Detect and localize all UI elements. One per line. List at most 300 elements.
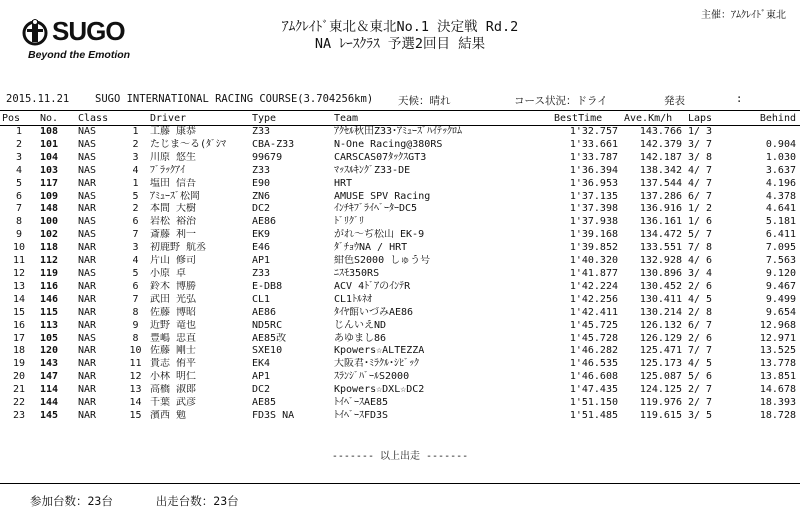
cell-class: NAR <box>78 280 97 292</box>
header-class-pos <box>123 111 148 126</box>
cell-ave-speed: 124.125 <box>639 384 682 396</box>
cell-driver: 鈴木 博勝 <box>150 280 197 292</box>
cell-laps: 4/ 7 <box>688 177 713 189</box>
cell-no: 145 <box>40 409 59 421</box>
cell-class: NAR <box>78 293 97 305</box>
cell-ave-speed: 125.173 <box>639 358 682 370</box>
cell-ave-speed: 130.896 <box>639 267 682 279</box>
cell-laps: 1/ 3 <box>688 126 713 137</box>
cell-ave-speed: 132.928 <box>639 255 682 267</box>
cell-class-pos: 2 <box>132 138 139 150</box>
cell-pos: 16 <box>12 319 26 331</box>
table-row <box>0 242 800 255</box>
cell-ave-speed: 136.161 <box>639 216 682 228</box>
cell-behind: 9.120 <box>765 267 796 279</box>
cell-laps: 6/ 7 <box>688 190 713 202</box>
cell-class-pos: 5 <box>132 190 139 202</box>
cell-laps: 5/ 6 <box>688 371 713 383</box>
cell-best-time: 1'41.877 <box>569 267 618 279</box>
cell-class-pos: 1 <box>132 177 139 189</box>
race-date: 2015.11.21 <box>6 93 70 105</box>
table-row <box>0 152 800 165</box>
cell-team: N-One Racing@380RS <box>334 138 443 150</box>
cell-driver: 本間 大樹 <box>150 203 197 215</box>
cell-driver: 初鹿野 航丞 <box>150 242 207 254</box>
cell-pos: 10 <box>12 242 26 254</box>
cell-driver: ﾌﾞﾗｯｸｱｲ <box>150 164 185 176</box>
cell-best-time: 1'37.135 <box>569 190 618 202</box>
cell-behind: 13.778 <box>759 358 796 370</box>
cell-laps: 2/ 6 <box>688 332 713 344</box>
cell-best-time: 1'39.852 <box>569 242 618 254</box>
cell-type: Z33 <box>252 164 271 176</box>
cell-driver: 豊嶋 忠直 <box>150 332 197 344</box>
cell-pos: 2 <box>15 138 23 150</box>
cell-pos: 1 <box>15 126 23 137</box>
footer-summary <box>30 493 275 509</box>
cell-no: 102 <box>40 229 59 241</box>
cell-laps: 4/ 7 <box>688 164 713 176</box>
table-row <box>0 384 800 397</box>
cell-no: 147 <box>40 371 59 383</box>
table-row <box>0 229 800 242</box>
cell-no: 116 <box>40 280 59 292</box>
cell-laps: 4/ 5 <box>688 358 713 370</box>
cell-class: NAR <box>78 177 97 189</box>
cell-no: 103 <box>40 164 59 176</box>
cell-team: CARSCAS07ﾀｯｸｽGT3 <box>334 151 427 163</box>
cell-class: NAR <box>78 203 97 215</box>
cell-no: 115 <box>40 306 59 318</box>
starters-count: 出走台数：23台 <box>155 494 239 508</box>
cell-laps: 3/ 5 <box>688 409 713 421</box>
cell-behind <box>746 126 800 139</box>
cell-laps: 4/ 5 <box>688 293 713 305</box>
cell-ave-speed: 125.087 <box>639 371 682 383</box>
cell-pos: 19 <box>12 358 26 370</box>
table-row <box>0 307 800 320</box>
cell-team: ﾄｲﾍﾞｰｽAE85 <box>334 397 389 409</box>
cell-pos: 3 <box>15 151 23 163</box>
cell-type: 99679 <box>252 151 283 163</box>
cell-best-time: 1'46.608 <box>569 371 618 383</box>
cell-class-pos: 4 <box>132 164 139 176</box>
table-row <box>0 255 800 268</box>
cell-team: あゆまし86 <box>334 332 387 344</box>
cell-class: NAS <box>78 267 97 279</box>
cell-driver: 高橋 淑郎 <box>150 384 197 396</box>
closing-marker: ------- 以上出走 ------- <box>331 451 469 462</box>
cell-best-time: 1'42.224 <box>569 280 618 292</box>
table-row <box>0 165 800 178</box>
cell-behind: 18.393 <box>759 397 796 409</box>
cell-laps: 7/ 8 <box>688 242 713 254</box>
cell-driver: 小原 卓 <box>150 267 187 279</box>
cell-laps: 6/ 7 <box>688 319 713 331</box>
cell-team: ﾀﾞﾁｮｳNA / HRT <box>334 242 408 254</box>
table-row <box>0 358 800 371</box>
cell-no: 113 <box>40 319 59 331</box>
cell-class: NAR <box>78 319 97 331</box>
cell-driver: 斎藤 利一 <box>150 229 197 241</box>
table-row <box>0 320 800 333</box>
cell-driver: 濱西 勉 <box>150 409 187 421</box>
cell-ave-speed: 142.379 <box>639 138 682 150</box>
cell-best-time: 1'47.435 <box>569 384 618 396</box>
cell-ave-speed: 130.214 <box>639 306 682 318</box>
table-row <box>0 178 800 191</box>
cell-pos: 22 <box>12 397 26 409</box>
table-row <box>0 281 800 294</box>
announcement-label: 発表 <box>664 95 685 107</box>
cell-class-pos: 15 <box>129 409 142 421</box>
cell-best-time: 1'51.485 <box>569 409 618 421</box>
cell-class-pos: 11 <box>129 358 142 370</box>
cell-class-pos: 3 <box>132 151 139 163</box>
logo-wordmark: SUGO <box>52 16 125 46</box>
table-row <box>0 410 800 423</box>
cell-class: NAR <box>78 384 97 396</box>
cell-no: 144 <box>40 397 59 409</box>
cell-class: NAS <box>78 332 97 344</box>
cell-best-time: 1'36.394 <box>569 164 618 176</box>
cell-class: NAR <box>78 345 97 357</box>
cell-driver: たじま～る(ﾀﾞｼﾏ <box>150 138 227 150</box>
cell-class-pos: 6 <box>132 280 139 292</box>
table-row <box>0 139 800 152</box>
cell-class-pos: 14 <box>129 397 142 409</box>
cell-best-time: 1'37.398 <box>569 203 618 215</box>
announcement-time: : <box>736 93 743 105</box>
header-driver: Driver <box>148 111 250 126</box>
logo-tagline: Beyond the Emotion <box>28 49 131 61</box>
cell-driver: 片山 修司 <box>150 255 197 267</box>
cell-type: E46 <box>252 242 271 254</box>
cell-no: 143 <box>40 358 59 370</box>
cell-no: 109 <box>40 190 59 202</box>
cell-team: ACV 4ﾄﾞｱのｲﾝﾃR <box>334 280 411 292</box>
cell-laps: 4/ 6 <box>688 255 713 267</box>
race-info-bar <box>0 93 800 107</box>
weather: 天候：晴れ <box>398 95 451 107</box>
cell-class: NAS <box>78 126 97 137</box>
cell-type: AP1 <box>252 255 271 267</box>
table-row <box>0 268 800 281</box>
cell-team: ﾄﾞﾘｸﾞﾘ <box>334 216 364 228</box>
cell-best-time: 1'33.661 <box>569 138 618 150</box>
cell-driver: 塩田 信吾 <box>150 177 197 189</box>
cell-ave-speed: 130.411 <box>639 293 682 305</box>
cell-team: CL1ﾄﾙﾈｵ <box>334 293 373 305</box>
cell-driver: 岩松 裕治 <box>150 216 197 228</box>
cell-driver: 川原 悠生 <box>150 151 197 163</box>
cell-driver: 武田 光弘 <box>150 293 197 305</box>
cell-driver: 近野 竜也 <box>150 319 197 331</box>
cell-behind: 5.181 <box>765 216 796 228</box>
cell-no: 100 <box>40 216 59 228</box>
cell-ave-speed: 137.544 <box>639 177 682 189</box>
cell-ave-speed: 143.766 <box>639 126 682 137</box>
cell-team: ﾀｲﾔ館いづみAE86 <box>334 306 414 318</box>
cell-behind: 12.968 <box>759 319 796 331</box>
cell-laps: 7/ 7 <box>688 345 713 357</box>
cell-class: NAR <box>78 371 97 383</box>
cell-type: AE86 <box>252 306 277 318</box>
cell-no: 119 <box>40 267 59 279</box>
cell-driver: 小林 明仁 <box>150 371 197 383</box>
cell-behind: 4.196 <box>765 177 796 189</box>
cell-pos: 11 <box>12 255 26 267</box>
cell-pos: 6 <box>15 190 23 202</box>
cell-ave-speed: 138.342 <box>639 164 682 176</box>
cell-behind: 9.499 <box>765 293 796 305</box>
cell-pos: 9 <box>15 229 23 241</box>
cell-no: 104 <box>40 151 59 163</box>
cell-pos: 18 <box>12 345 26 357</box>
cell-best-time: 1'42.256 <box>569 293 618 305</box>
cell-team: ﾏｯｽﾙｷﾝｸﾞZ33-DE <box>334 164 411 176</box>
cell-no: 101 <box>40 138 59 150</box>
cell-pos: 17 <box>12 332 26 344</box>
cell-driver: 佐藤 剛士 <box>150 345 197 357</box>
cell-ave-speed: 142.187 <box>639 151 682 163</box>
cell-behind: 18.728 <box>759 409 796 421</box>
header-ave-speed: Ave.Km/h <box>622 111 686 126</box>
cell-best-time: 1'46.535 <box>569 358 618 370</box>
cell-laps: 2/ 7 <box>688 397 713 409</box>
header-pos: Pos <box>0 111 38 126</box>
cell-laps: 2/ 8 <box>688 306 713 318</box>
cell-behind: 6.411 <box>765 229 796 241</box>
cell-type: SXE10 <box>252 345 283 357</box>
cell-class: NAR <box>78 397 97 409</box>
footer-divider <box>0 483 800 484</box>
cell-ave-speed: 125.471 <box>639 345 682 357</box>
header-laps: Laps <box>686 111 746 126</box>
cell-behind: 3.637 <box>765 164 796 176</box>
cell-type: EK4 <box>252 358 271 370</box>
cell-class: NAS <box>78 216 97 228</box>
cell-pos: 23 <box>12 409 26 421</box>
cell-pos: 21 <box>12 384 26 396</box>
cell-behind: 4.378 <box>765 190 796 202</box>
cell-type: ND5RC <box>252 319 283 331</box>
cell-no: 118 <box>40 242 59 254</box>
cell-class: NAS <box>78 229 97 241</box>
cell-type: CL1 <box>252 293 271 305</box>
cell-class: NAR <box>78 255 97 267</box>
cell-type: E90 <box>252 177 271 189</box>
cell-ave-speed: 126.132 <box>639 319 682 331</box>
cell-pos: 7 <box>15 203 23 215</box>
cell-behind: 14.678 <box>759 384 796 396</box>
course-name: SUGO INTERNATIONAL RACING COURSE(3.704256km) <box>95 93 374 105</box>
cell-behind: 7.095 <box>765 242 796 254</box>
header-class: Class <box>76 111 123 126</box>
cell-behind: 13.851 <box>759 371 796 383</box>
cell-type: CBA-Z33 <box>252 138 295 150</box>
table-row <box>0 371 800 384</box>
entries-count: 参加台数：23台 <box>30 494 113 508</box>
cell-type: E-DB8 <box>252 280 283 292</box>
cell-pos: 4 <box>15 164 23 176</box>
cell-ave-speed: 126.129 <box>639 332 682 344</box>
title-line-2: NA ﾚｰｽｸﾗｽ 予選2回目 結果 <box>314 36 486 52</box>
cell-laps: 3/ 4 <box>688 267 713 279</box>
cell-class: NAR <box>78 242 97 254</box>
cell-team: 大阪君･ﾐﾗｸﾙ･ｼﾋﾞｯｸ <box>334 358 419 370</box>
cell-class-pos: 9 <box>132 319 139 331</box>
cell-type: AE86 <box>252 216 277 228</box>
cell-team: AMUSE SPV Racing <box>334 190 431 202</box>
cell-ave-speed: 119.976 <box>639 397 682 409</box>
cell-pos: 15 <box>12 306 26 318</box>
cell-best-time: 1'32.757 <box>569 126 618 137</box>
cell-laps: 2/ 7 <box>688 384 713 396</box>
table-row <box>0 397 800 410</box>
cell-class-pos: 5 <box>132 267 139 279</box>
cell-class: NAR <box>78 358 97 370</box>
cell-class-pos: 3 <box>132 242 139 254</box>
cell-laps: 1/ 6 <box>688 216 713 228</box>
cell-behind: 1.030 <box>765 151 796 163</box>
cell-class: NAR <box>78 306 97 318</box>
cell-best-time: 1'42.411 <box>569 306 618 318</box>
cell-no: 117 <box>40 177 59 189</box>
cell-team: HRT <box>334 177 353 189</box>
cell-ave-speed: 136.916 <box>639 203 682 215</box>
table-row <box>0 294 800 307</box>
cell-best-time: 1'45.728 <box>569 332 618 344</box>
header-type: Type <box>250 111 332 126</box>
cell-behind: 7.563 <box>765 255 796 267</box>
table-row <box>0 333 800 346</box>
cell-class: NAS <box>78 164 97 176</box>
cell-pos: 13 <box>12 280 26 292</box>
page-title <box>0 19 800 53</box>
cell-type: DC2 <box>252 384 271 396</box>
cell-team: ﾄｲﾍﾞｰｽFD3S <box>334 409 389 421</box>
cell-type: AP1 <box>252 371 271 383</box>
cell-no: 105 <box>40 332 59 344</box>
cell-type: FD3S NA <box>252 409 295 421</box>
cell-laps: 1/ 2 <box>688 203 713 215</box>
cell-no: 148 <box>40 203 59 215</box>
cell-best-time: 1'46.282 <box>569 345 618 357</box>
cell-class-pos: 8 <box>132 306 139 318</box>
header-best-time: BestTime <box>552 111 622 126</box>
header-no: No. <box>38 111 76 126</box>
cell-class: NAS <box>78 190 97 202</box>
cell-class-pos: 2 <box>132 203 139 215</box>
cell-class-pos: 7 <box>132 293 139 305</box>
cell-class-pos: 1 <box>132 126 139 137</box>
cell-behind: 12.971 <box>759 332 796 344</box>
cell-laps: 5/ 7 <box>688 229 713 241</box>
cell-team: ﾆｽﾓ350RS <box>334 267 380 279</box>
cell-behind: 9.467 <box>765 280 796 292</box>
cell-ave-speed: 133.551 <box>639 242 682 254</box>
cell-pos: 5 <box>15 177 23 189</box>
table-row <box>0 216 800 229</box>
table-row <box>0 126 800 139</box>
cell-team: じんいえND <box>334 319 387 331</box>
cell-driver: ｱﾐｭｰｽﾞ松岡 <box>150 190 200 202</box>
cell-class: NAR <box>78 409 97 421</box>
header-behind: Behind <box>746 111 800 126</box>
cell-driver: 貴志 侑平 <box>150 358 197 370</box>
cell-type: AE85 <box>252 397 277 409</box>
cell-no: 146 <box>40 293 59 305</box>
cell-best-time: 1'33.787 <box>569 151 618 163</box>
results-header-row <box>0 111 800 126</box>
cell-behind: 9.654 <box>765 306 796 318</box>
cell-best-time: 1'40.320 <box>569 255 618 267</box>
cell-team: がれ～ぢ松山 EK-9 <box>334 229 425 241</box>
organizer-label: 主催：ｱﾑｸﾚｲﾄﾞ東北 <box>701 10 786 21</box>
cell-type: Z33 <box>252 126 271 137</box>
cell-best-time: 1'39.168 <box>569 229 618 241</box>
cell-team: 紺色S2000 しゅう号 <box>334 255 431 267</box>
cell-driver: 工藤 康恭 <box>150 126 197 137</box>
cell-ave-speed: 134.472 <box>639 229 682 241</box>
cell-class-pos: 6 <box>132 216 139 228</box>
cell-behind: 4.641 <box>765 203 796 215</box>
cell-class: NAS <box>78 138 97 150</box>
cell-ave-speed: 137.286 <box>639 190 682 202</box>
cell-laps: 3/ 7 <box>688 138 713 150</box>
cell-class-pos: 7 <box>132 229 139 241</box>
cell-class-pos: 13 <box>129 384 142 396</box>
header-team: Team <box>332 111 552 126</box>
cell-team: Kpowers☆DXL☆DC2 <box>334 384 425 396</box>
cell-pos: 8 <box>15 216 23 228</box>
cell-ave-speed: 119.615 <box>639 409 682 421</box>
cell-class: NAS <box>78 151 97 163</box>
cell-no: 120 <box>40 345 59 357</box>
cell-best-time: 1'36.953 <box>569 177 618 189</box>
cell-pos: 14 <box>12 293 26 305</box>
track-condition: コース状況：ドライ <box>514 95 608 107</box>
cell-pos: 12 <box>12 267 26 279</box>
cell-type: DC2 <box>252 203 271 215</box>
cell-team: ｲﾝﾁｷﾌﾞﾗｲﾍﾞｰﾀｰDC5 <box>334 203 418 215</box>
cell-class-pos: 4 <box>132 255 139 267</box>
cell-type: ZN6 <box>252 190 271 202</box>
cell-best-time: 1'45.725 <box>569 319 618 331</box>
cell-type: EK9 <box>252 229 271 241</box>
cell-team: ｽﾗﾝｼﾞﾊﾞｰﾙS2000 <box>334 371 410 383</box>
cell-team: Kpowers☆ALTEZZA <box>334 345 425 357</box>
table-row <box>0 345 800 358</box>
cell-no: 108 <box>40 126 59 137</box>
cell-driver: 千葉 武彦 <box>150 397 197 409</box>
cell-behind: 0.904 <box>765 138 796 150</box>
cell-best-time: 1'51.150 <box>569 397 618 409</box>
cell-no: 112 <box>40 255 59 267</box>
cell-team: ｱｸｾﾙ秋田Z33･ｱﾐｭｰｽﾞﾊｲﾃｯｸﾛﾑ <box>334 126 463 137</box>
cell-behind: 13.525 <box>759 345 796 357</box>
cell-no: 114 <box>40 384 59 396</box>
cell-pos: 20 <box>12 371 26 383</box>
cell-class-pos: 10 <box>129 345 142 357</box>
cell-type: Z33 <box>252 267 271 279</box>
cell-laps: 3/ 8 <box>688 151 713 163</box>
title-line-1: ｱﾑｸﾚｲﾄﾞ東北＆東北No.1 決定戦 Rd.2 <box>281 19 519 35</box>
cell-class-pos: 12 <box>129 371 142 383</box>
table-row <box>0 203 800 216</box>
table-row <box>0 191 800 204</box>
